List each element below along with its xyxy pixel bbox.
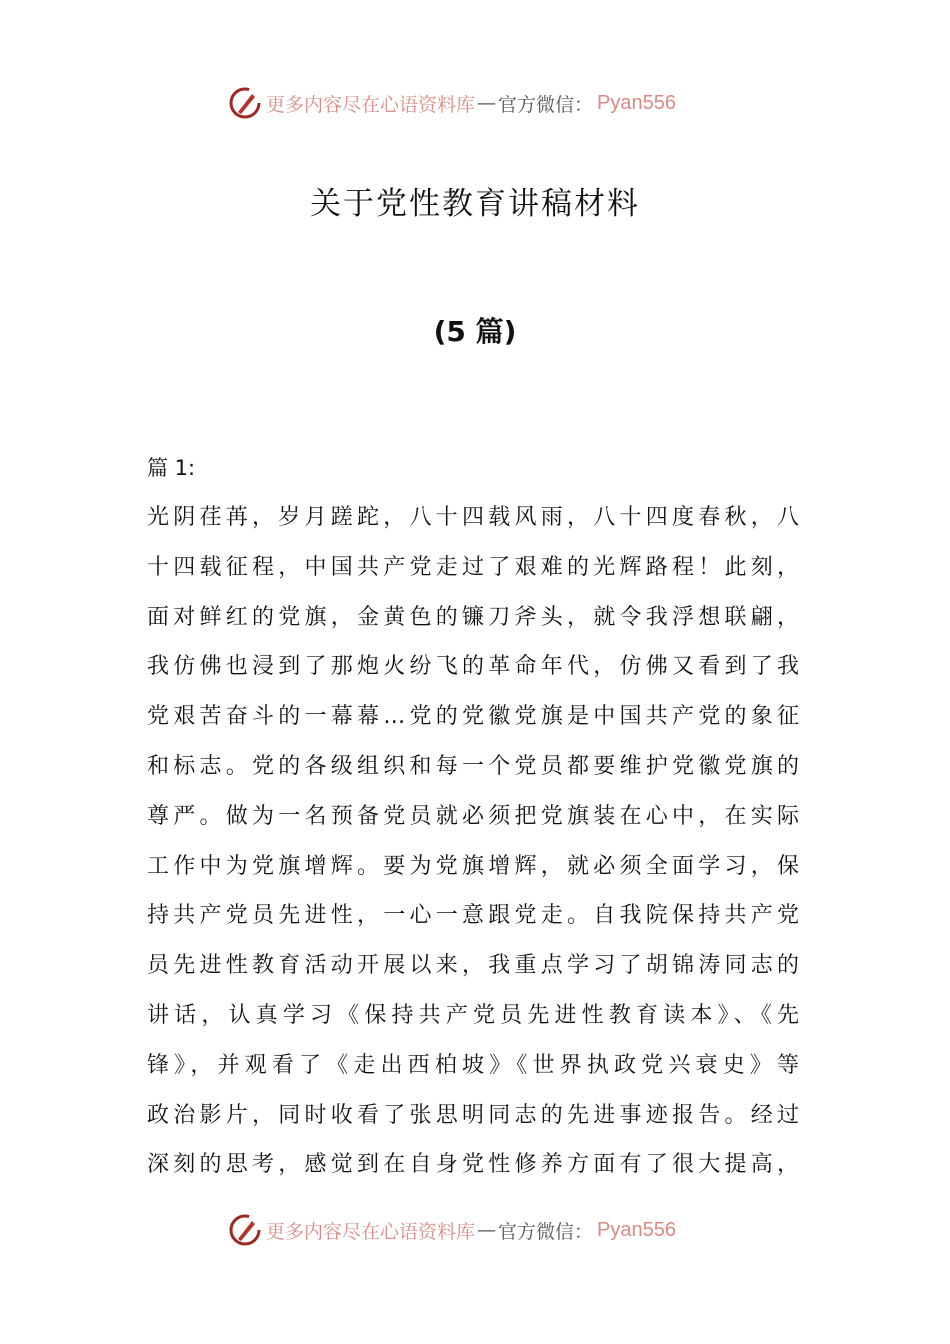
body-line: 持共产党员先进性，一心一意跟党走。自我院保持共产党 bbox=[147, 903, 803, 929]
page-subtitle: (5 篇) bbox=[433, 315, 517, 348]
watermark-wechat-id: Pyan556 bbox=[597, 91, 676, 114]
body-line: 和标志。党的各级组织和每一个党员都要维护党徽党旗的 bbox=[147, 753, 803, 779]
pen-logo-icon bbox=[228, 1213, 262, 1247]
watermark-wechat-label: 官方微信： bbox=[498, 1220, 594, 1243]
body-line: 锋》，并观看了《走出西柏坡》《世界执政党兴衰史》等 bbox=[147, 1052, 803, 1078]
watermark-text: 更多内容尽在心语资料库 bbox=[266, 93, 476, 116]
body-line: 党艰苦奋斗的一幕幕…党的党徽党旗是中国共产党的象征 bbox=[147, 704, 803, 730]
body-line: 面对鲜红的党旗，金黄色的镰刀斧头，就令我浮想联翩， bbox=[147, 604, 803, 630]
watermark-text: 更多内容尽在心语资料库 bbox=[266, 1220, 476, 1243]
body-line: 我仿佛也浸到了那炮火纷飞的革命年代，仿佛又看到了我 bbox=[147, 654, 803, 680]
watermark-dash: — bbox=[477, 92, 497, 114]
pen-logo-icon bbox=[228, 86, 262, 120]
watermark-dash: — bbox=[477, 1219, 497, 1241]
watermark-wechat-label: 官方微信： bbox=[498, 93, 594, 116]
body-line: 员先进性教育活动开展以来，我重点学习了胡锦涛同志的 bbox=[147, 953, 803, 979]
watermark-wechat-id: Pyan556 bbox=[597, 1218, 676, 1241]
body-line: 十四载征程，中国共产党走过了艰难的光辉路程！此刻， bbox=[147, 554, 803, 580]
body-line: 讲话，认真学习《保持共产党员先进性教育读本》、《先 bbox=[147, 1002, 803, 1028]
body-text bbox=[147, 500, 803, 1197]
body-line: 工作中为党旗增辉。要为党旗增辉，就必须全面学习，保 bbox=[147, 853, 803, 879]
section-label: 篇 1: bbox=[147, 456, 196, 480]
body-line: 深刻的思考，感觉到在自身党性修养方面有了很大提高， bbox=[147, 1152, 803, 1178]
body-line: 光阴荏苒，岁月蹉跎，八十四载风雨，八十四度春秋，八 bbox=[147, 505, 803, 530]
page-title: 关于党性教育讲稿材料 bbox=[310, 186, 640, 222]
body-line: 政治影片，同时收看了张思明同志的先进事迹报告。经过 bbox=[147, 1102, 803, 1128]
header-watermark bbox=[228, 83, 728, 123]
body-line: 尊严。做为一名预备党员就必须把党旗装在心中，在实际 bbox=[147, 803, 803, 829]
footer-watermark bbox=[228, 1210, 728, 1250]
